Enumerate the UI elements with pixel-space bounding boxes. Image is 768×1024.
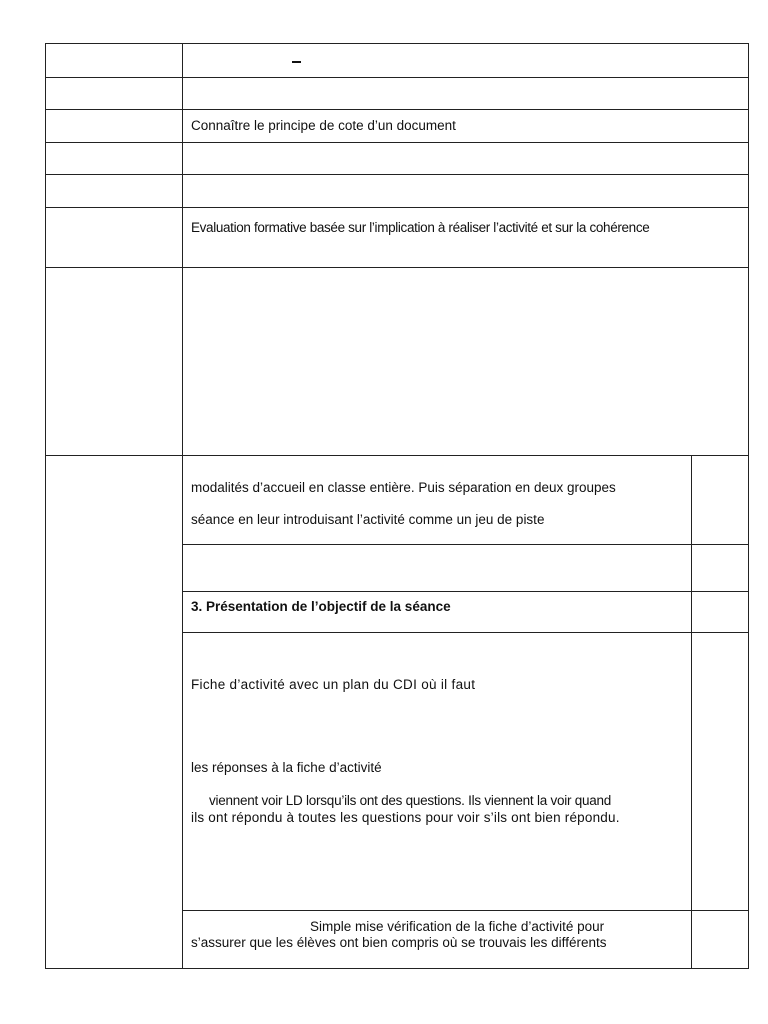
evaluation-text: Evaluation formative basée sur l’implication à réaliser l’activité et sur la cohérence	[191, 220, 650, 235]
header-dash-mark	[292, 61, 301, 63]
objective-text: Connaître le principe de cote d’un document	[191, 118, 456, 133]
table-border-top	[45, 43, 749, 44]
row-divider	[45, 455, 749, 456]
fiche-text: Fiche d’activité avec un plan du CDI où il faut	[191, 677, 476, 692]
sub-row-divider	[182, 544, 749, 545]
questions-text-line1: viennent voir LD lorsqu’ils ont des questions. Ils viennent la voir quand	[209, 793, 611, 808]
sub-row-divider	[182, 910, 749, 911]
sub-row-divider	[182, 591, 749, 592]
accueil-text-line1: modalités d’accueil en classe entière. Puis séparation en deux groupes	[191, 480, 616, 495]
row-divider	[45, 109, 749, 110]
verification-text-line2: s’assurer que les élèves ont bien compris où se trouvais les différents	[191, 935, 607, 950]
questions-text-line2: ils ont répondu à toutes les questions pour voir s’ils ont bien répondu.	[191, 810, 620, 825]
verification-text-line1: Simple mise vérification de la fiche d’activité pour	[310, 919, 605, 934]
row-divider	[45, 267, 749, 268]
table-border-right	[748, 43, 749, 969]
row-divider	[45, 77, 749, 78]
row-divider	[45, 174, 749, 175]
accueil-text-line2: séance en leur introduisant l’activité comme un jeu de piste	[191, 512, 545, 527]
reponses-text: les réponses à la fiche d’activité	[191, 760, 382, 775]
table-border-left	[45, 43, 46, 969]
sub-row-divider	[182, 632, 749, 633]
inner-column-divider	[691, 455, 692, 969]
table-border-bottom	[45, 968, 749, 969]
column-divider	[182, 43, 183, 969]
step3-title: 3. Présentation de l’objectif de la séance	[191, 599, 451, 614]
row-divider	[45, 207, 749, 208]
row-divider	[45, 142, 749, 143]
